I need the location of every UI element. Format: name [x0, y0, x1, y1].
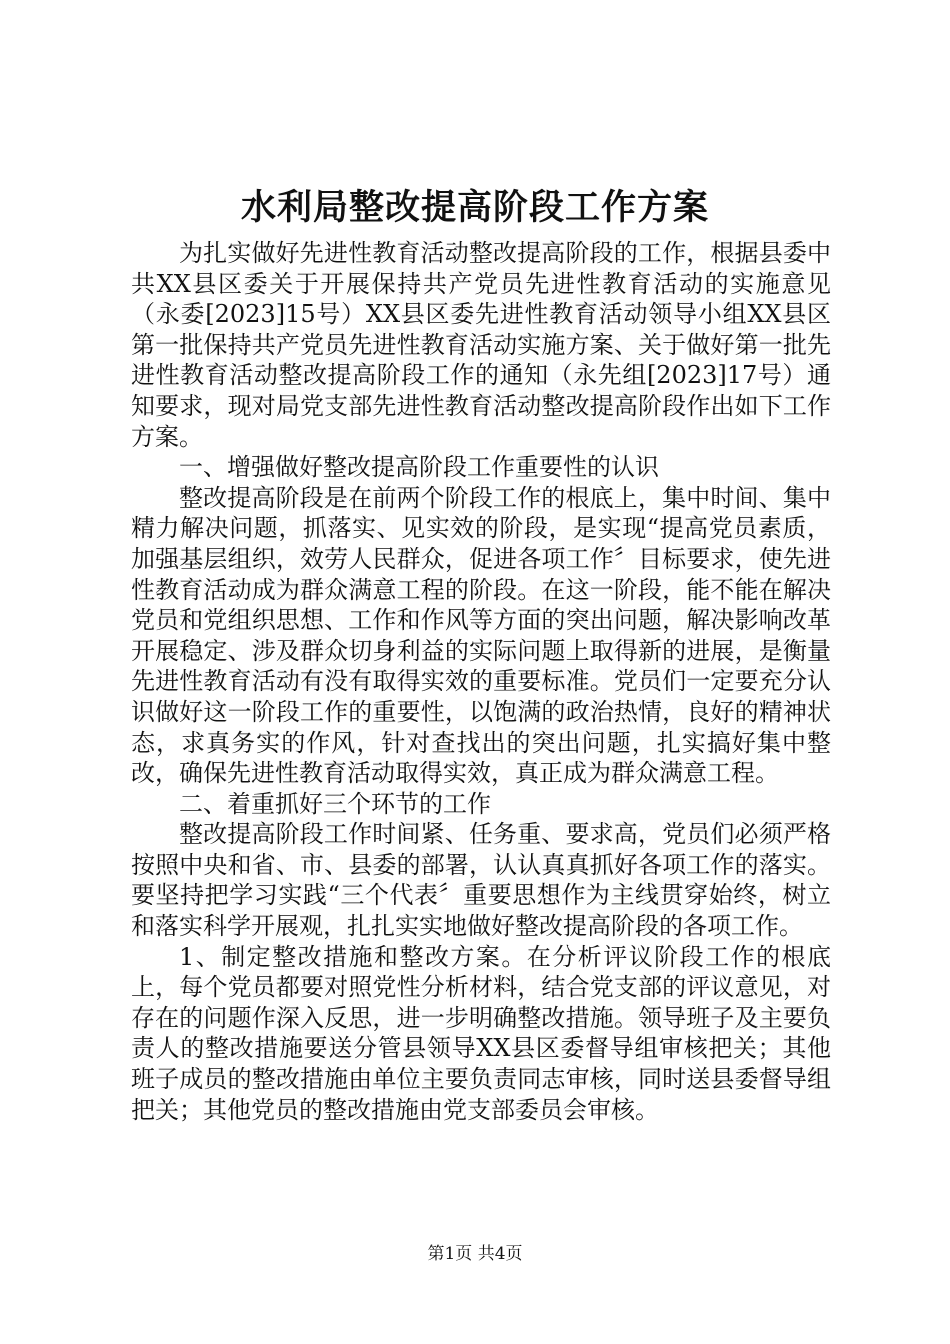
section-heading-1: 一、增强做好整改提高阶段工作重要性的认识 — [179, 453, 659, 482]
document-body — [131, 238, 831, 1125]
item-1-paragraph: 1、制定整改措施和整改方案。在分析评议阶段工作的根底上，每个党员都要对照党性分析材料，结合党支部的评议意见，对存在的问题作深入反思，进一步明确整改措施。领导班子及主要负责人的整改措施要送分管县领导XX县区委督导组审核把关；其他班子成员的整改措施由单位主要负责同志审核，同时送县委督导组把关；其他党员的整改措施由党支部委员会审核。 — [131, 942, 831, 1124]
section-heading-2: 二、着重抓好三个环节的工作 — [179, 789, 491, 818]
section-2-paragraph: 整改提高阶段工作时间紧、任务重、要求高，党员们必须严格按照中央和省、市、县委的部署，认认真真抓好各项工作的落实。要坚持把学习实践“三个代表〞重要思想作为主线贯穿始终，树立和落实科学开展观，扎扎实实地做好整改提高阶段的各项工作。 — [131, 820, 831, 941]
document-title: 水利局整改提高阶段工作方案 — [240, 187, 709, 228]
intro-paragraph: 为扎实做好先进性教育活动整改提高阶段的工作，根据县委中共XX县区委关于开展保持共产党员先进性教育活动的实施意见（永委[2023]15号）XX县区委先进性教育活动领导小组XX县区第一批保持共产党员先进性教育活动实施方案、关于做好第一批先进性教育活动整改提高阶段工作的通知（永先组[2023]17号）通知要求，现对局党支部先进性教育活动整改提高阶段作出如下工作方案。 — [131, 239, 831, 451]
page-number-footer: 第1页 共4页 — [427, 1244, 523, 1264]
section-1-paragraph: 整改提高阶段是在前两个阶段工作的根底上，集中时间、集中精力解决问题，抓落实、见实效的阶段，是实现“提高党员素质，加强基层组织，效劳人民群众，促进各项工作〞目标要求，使先进性教育活动成为群众满意工程的阶段。在这一阶段，能不能在解决党员和党组织思想、工作和作风等方面的突出问题，解决影响改革开展稳定、涉及群众切身利益的实际问题上取得新的进展，是衡量先进性教育活动有没有取得实效的重要标准。党员们一定要充分认识做好这一阶段工作的重要性，以饱满的政治热情，良好的精神状态，求真务实的作风，针对查找出的突出问题，扎实搞好集中整改，确保先进性教育活动取得实效，真正成为群众满意工程。 — [131, 483, 831, 788]
